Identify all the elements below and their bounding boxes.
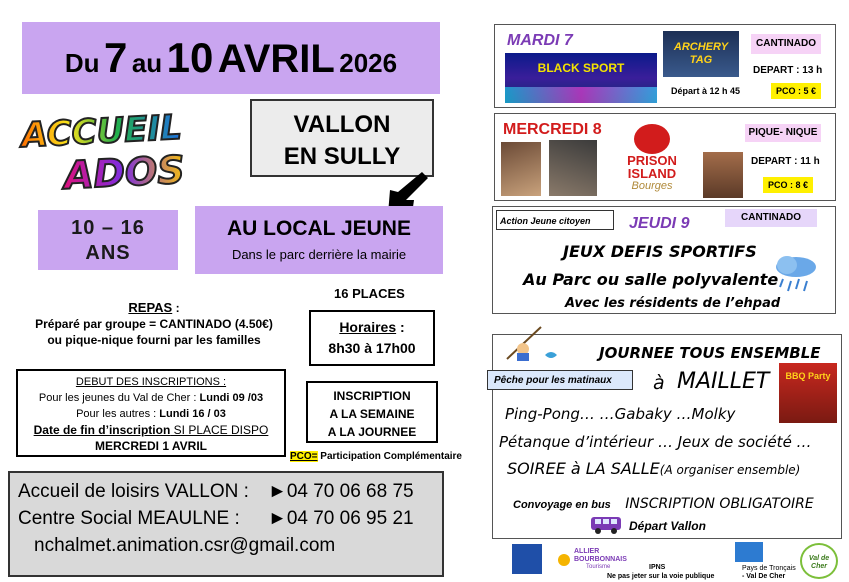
contact-l2-arrow: ► <box>268 508 287 529</box>
date-du: Du <box>64 48 100 78</box>
date-title <box>22 34 440 82</box>
repas-colon: : <box>172 301 180 315</box>
places-label: 16 PLACES <box>334 286 405 301</box>
contact-l1-label: Accueil de loisirs VALLON : <box>18 481 249 502</box>
allier-line3: Tourisme <box>586 564 611 570</box>
repas-title: REPAS <box>128 300 173 315</box>
maillet-line2: Pétanque d’intérieur … Jeux de société … <box>499 433 812 451</box>
archery-tag-label: ARCHERY TAG <box>673 41 729 66</box>
prison-line2: ISLAND <box>627 166 677 181</box>
horaires-box <box>309 310 435 366</box>
mardi-box <box>494 24 836 108</box>
soiree-line <box>507 459 800 478</box>
repas-block <box>14 300 294 348</box>
inscriptions-l1-date: Lundi 09 /03 <box>199 392 264 404</box>
local-subtitle: Dans le parc derrière la mairie <box>231 247 407 262</box>
mardi-day: MARDI 7 <box>507 32 573 49</box>
maillet-box <box>492 334 842 539</box>
contact-email[interactable]: nchalmet.animation.csr@gmail.com <box>34 535 336 556</box>
jeudi-action: Action Jeune citoyen <box>496 210 614 230</box>
repas-line1: Préparé par groupe = CANTINADO (4.50€) <box>35 317 273 331</box>
bbq-label: BBQ Party <box>785 371 831 381</box>
inscription-l1: INSCRIPTION <box>333 389 411 403</box>
inscriptions-l4: MERCREDI 1 AVRIL <box>94 439 207 453</box>
archery-tag-photo <box>663 31 739 77</box>
peche-label: Pêche pour les matinaux <box>487 370 633 390</box>
allier-line1: ALLIER <box>574 548 600 555</box>
fishing-icon <box>501 325 561 363</box>
inscription-semaine-box <box>306 381 438 443</box>
mardi-pco: PCO : 5 € <box>771 83 821 99</box>
mercredi-depart: DEPART : 11 h <box>751 156 820 167</box>
mercredi-day: MERCREDI 8 <box>503 121 602 138</box>
pco-note <box>290 451 462 462</box>
allier-line2: BOURBONNAIS <box>574 556 627 563</box>
inscriptions-title: DEBUT DES INSCRIPTIONS : <box>75 376 227 388</box>
age-line1: 10 – 16 <box>71 217 145 239</box>
inscription-obligatoire: INSCRIPTION OBLIGATOIRE <box>625 496 814 512</box>
bbq-party-image <box>779 363 837 423</box>
black-sport-label: BLACK SPORT <box>537 61 625 75</box>
mercredi-pique: PIQUE- NIQUE <box>745 124 821 142</box>
convoyage-label: Convoyage en bus <box>513 499 611 511</box>
inscriptions-l1-pre: Pour les jeunes du Val de Cher : <box>38 392 200 404</box>
contact-l2-phone[interactable]: 04 70 06 95 21 <box>286 508 414 529</box>
pco-label: Participation Complémentaire <box>317 451 462 462</box>
prison-line1: PRISON <box>627 153 677 168</box>
jeudi-cantinado: CANTINADO <box>725 209 817 227</box>
mercredi-box <box>494 113 836 201</box>
date-end: 10 <box>166 34 214 81</box>
mercredi-photo-3 <box>703 152 743 198</box>
contact-l2-label: Centre Social MEAULNE : <box>18 508 240 529</box>
jeudi-day: JEUDI 9 <box>629 215 690 232</box>
inscriptions-l3-post: SI PLACE DISPO <box>170 423 269 437</box>
accueil-ados-logo <box>16 102 221 194</box>
bus-icon <box>589 515 623 535</box>
maillet-line1: Ping-Pong… …Gabaky …Molky <box>505 405 736 423</box>
pays-line1: Pays de Tronçais <box>742 565 796 572</box>
svg-text:ACCUEIL: ACCUEIL <box>20 107 183 156</box>
inscriptions-l3-pre: Date de fin d’inscription <box>33 423 171 437</box>
repas-line2: ou pique-nique fourni par les familles <box>47 333 261 347</box>
horaires-colon: : <box>396 319 405 335</box>
rain-cloud-icon <box>773 253 819 297</box>
depart-vallon: Départ Vallon <box>629 519 706 533</box>
date-month: AVRIL <box>217 37 335 81</box>
age-box <box>38 210 178 270</box>
svg-text:ADOS: ADOS <box>62 147 186 194</box>
contact-l1-phone[interactable]: 04 70 06 68 75 <box>286 481 414 502</box>
prison-line3: Bourges <box>631 180 673 192</box>
horaires-time: 8h30 à 17h00 <box>328 340 416 356</box>
allier-sun-icon <box>556 552 572 568</box>
ne-pas-jeter: Ne pas jeter sur la voie publique <box>607 573 715 580</box>
mardi-depart-time: Départ à 12 h 45 <box>671 86 741 96</box>
jeudi-line3: Avec les résidents de l’ehpad <box>565 296 781 311</box>
contact-l1-arrow: ► <box>268 481 287 502</box>
local-jeune-box <box>195 206 443 274</box>
location-line1: VALLON <box>293 111 391 138</box>
inscription-l2: A LA SEMAINE <box>329 407 415 421</box>
mardi-depart: DEPART : 13 h <box>753 65 823 76</box>
mercredi-pco: PCO : 8 € <box>763 177 813 193</box>
convoyage-line <box>513 495 814 513</box>
jeudi-box <box>492 206 836 314</box>
prison-island-logo <box>607 124 697 200</box>
inscriptions-box <box>16 369 286 457</box>
mardi-cantinado: CANTINADO <box>751 34 821 54</box>
pays-line2: - Val De Cher <box>742 573 786 580</box>
jeudi-line1: JEUX DEFIS SPORTIFS <box>563 242 757 261</box>
maillet-a: à <box>653 372 665 394</box>
pays-logo <box>735 542 763 562</box>
date-year: 2026 <box>339 48 398 78</box>
val-de-cher-text: Val de Cher <box>808 555 830 570</box>
val-de-cher-logo <box>800 543 838 579</box>
maillet-title: JOURNEE TOUS ENSEMBLE <box>599 344 821 362</box>
black-sport-photo <box>505 53 657 103</box>
date-au: au <box>131 48 163 78</box>
caf-logo <box>512 544 542 574</box>
inscriptions-l2-pre: Pour les autres : <box>76 408 160 420</box>
pco-code: PCO= <box>290 451 318 462</box>
horaires-title: Horaires <box>339 319 397 335</box>
maillet-name: MAILLET <box>677 369 770 394</box>
contact-box <box>8 471 444 577</box>
ipns-label: IPNS <box>649 564 666 571</box>
inscriptions-l2-date: Lundi 16 / 03 <box>159 408 226 420</box>
soiree-label: SOIREE à LA SALLE <box>507 459 660 478</box>
location-line2: EN SULLY <box>283 143 401 170</box>
inscription-l3: A LA JOURNEE <box>327 425 417 439</box>
mercredi-photo-1 <box>501 142 541 196</box>
jeudi-line2: Au Parc ou salle polyvalente <box>523 270 779 289</box>
accueil-ados-logo-art <box>16 102 221 194</box>
soiree-note: (A organiser ensemble) <box>659 463 801 477</box>
mercredi-photo-2 <box>549 140 597 196</box>
local-title: AU LOCAL JEUNE <box>227 217 411 240</box>
age-line2: ANS <box>85 242 131 264</box>
location-box <box>250 99 434 177</box>
date-start: 7 <box>104 34 128 81</box>
